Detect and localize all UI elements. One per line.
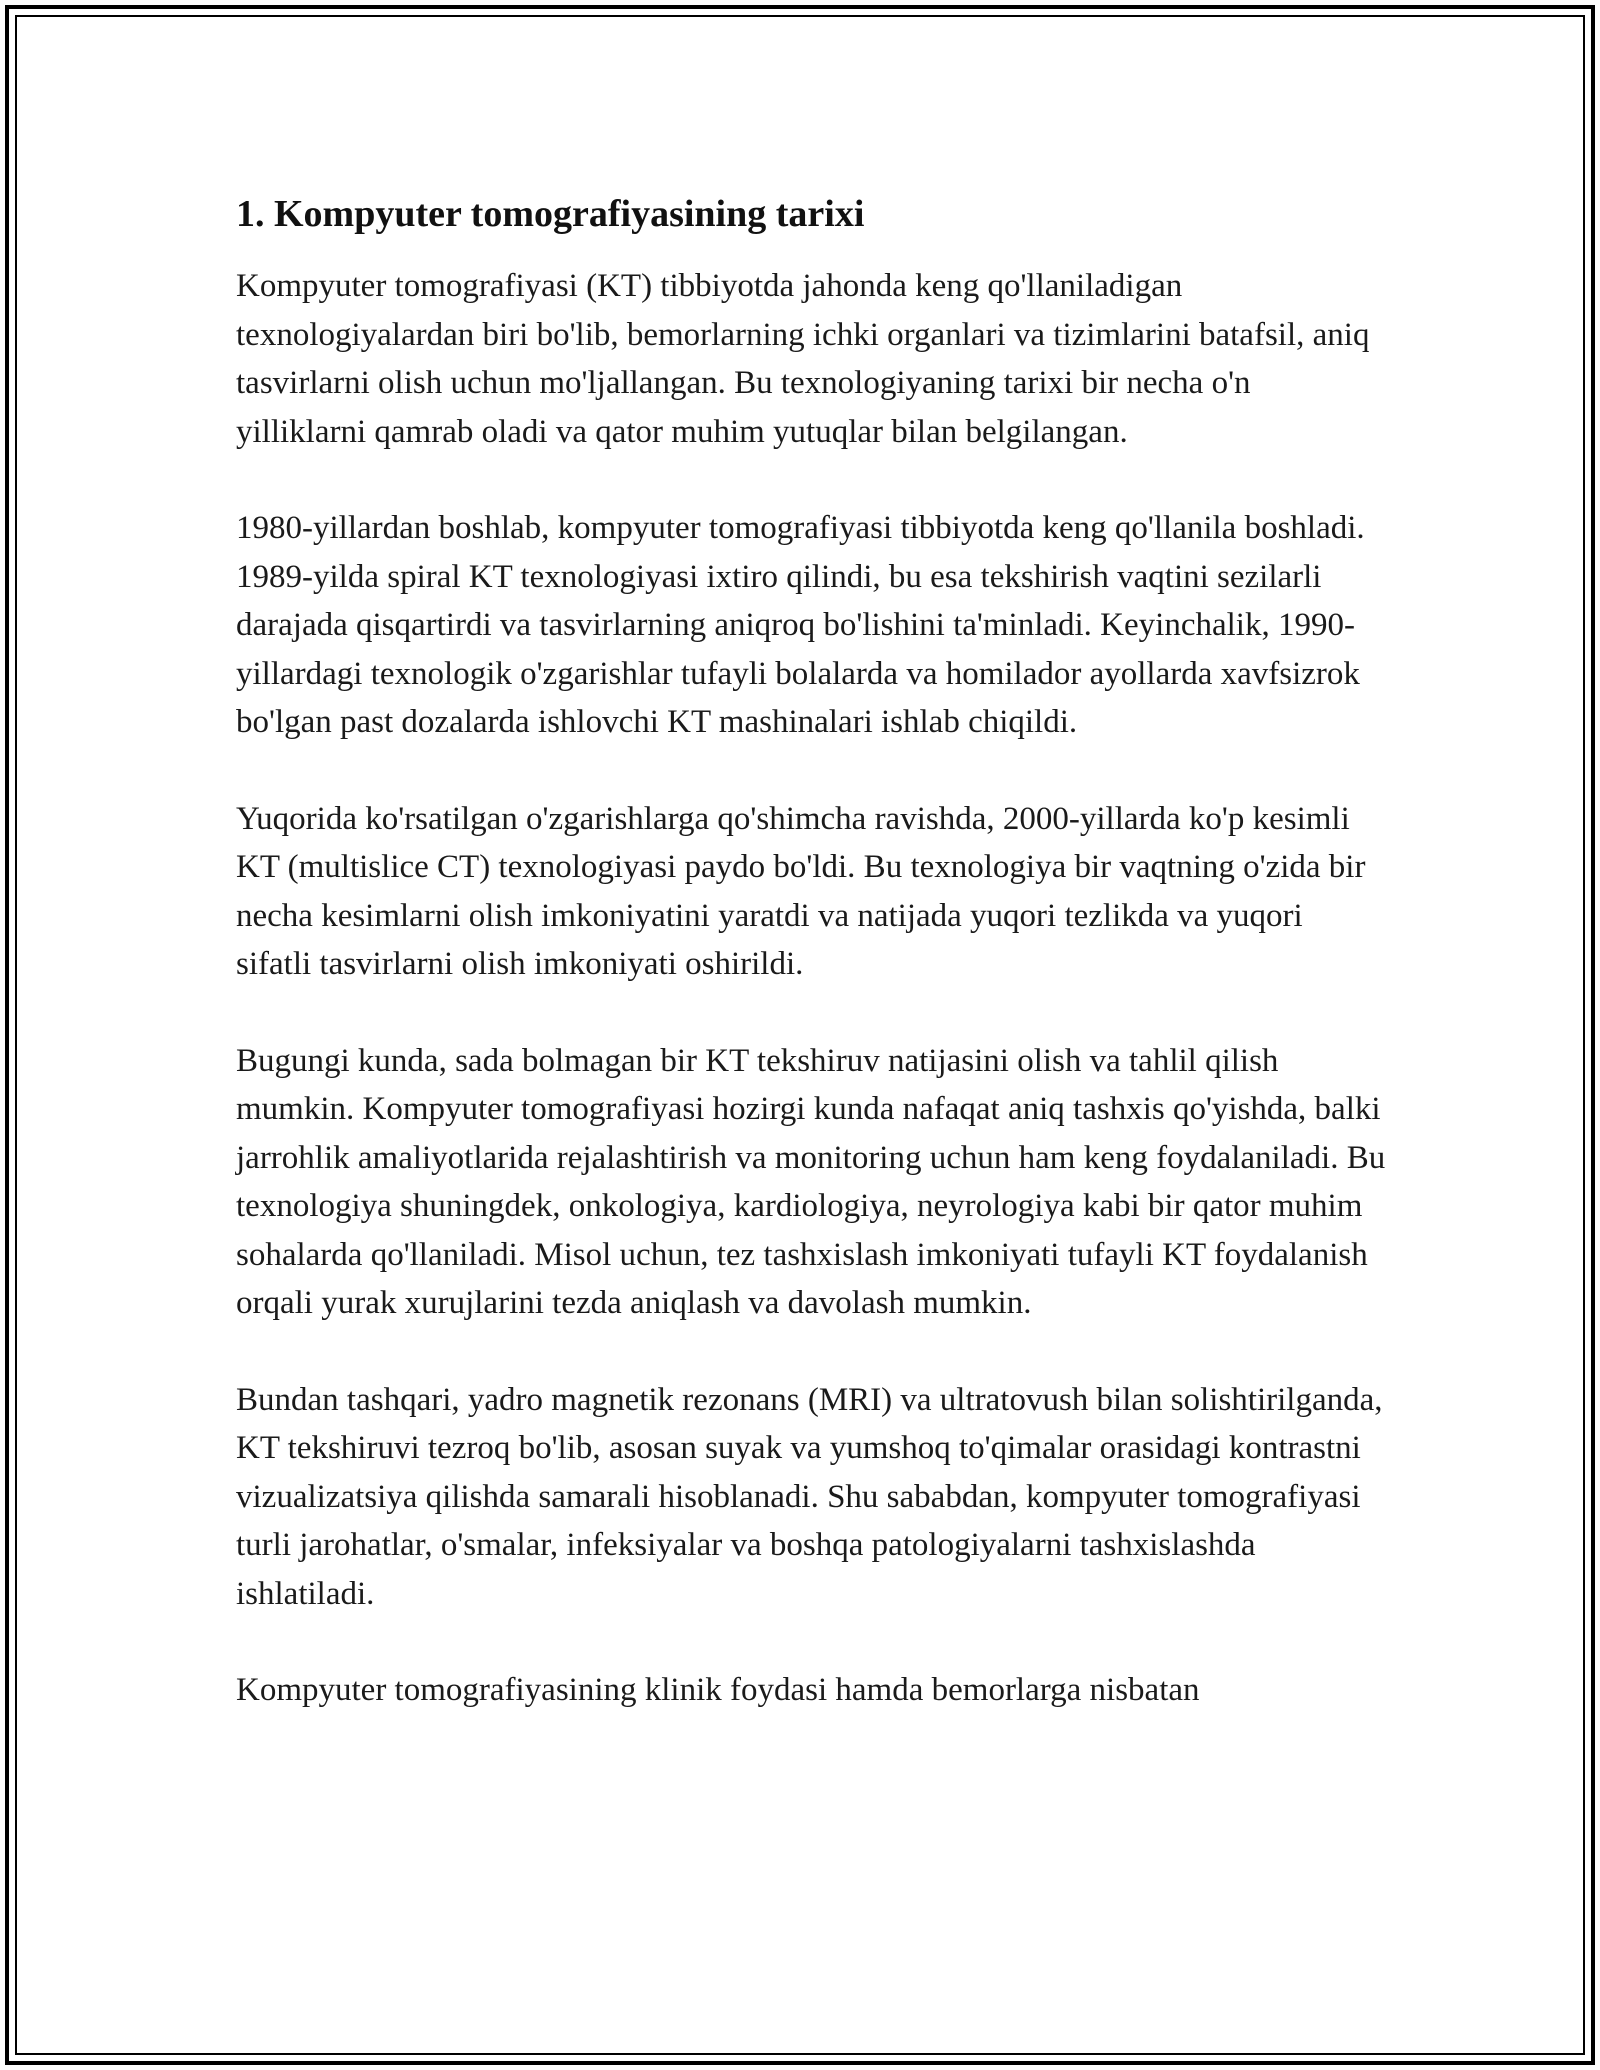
paragraph-2: 1980-yillardan boshlab, kompyuter tomografiyasi tibbiyotda keng qo'llanila boshladi. 1989-yilda spiral KT texnologiyasi ixtiro qilindi, bu esa tekshirish vaqtini sezilarli darajada qisqartirdi va tasvirlarning aniqroq bo'lishini ta'minladi. Keyinchalik, 1990-yillardagi texnologik o'zgarishlar tufayli bolalarda va homilador ayollarda xavfsizrok bo'lgan past dozalarda ishlovchi KT mashinalari ishlab chiqildi. [236, 510, 1365, 740]
document-body [236, 186, 1386, 1763]
paragraph-1: Kompyuter tomografiyasi (KT) tibbiyotda jahonda keng qo'llaniladigan texnologiyalardan biri bo'lib, bemorlarning ichki organlari va tizimlarini batafsil, aniq tasvirlarni olish uchun mo'ljallangan. Bu texnologiyaning tarixi bir necha o'n yilliklarni qamrab oladi va qator muhim yutuqlar bilan belgilangan. [236, 268, 1370, 450]
paragraph-5: Bundan tashqari, yadro magnetik rezonans (MRI) va ultratovush bilan solishtirilganda, KT tekshiruvi tezroq bo'lib, asosan suyak va yumshoq to'qimalar orasidagi kontrastni vizualizatsiya qilishda samarali hisoblanadi. Shu sababdan, kompyuter tomografiyasi turli jarohatlar, o'smalar, infeksiyalar va boshqa patologiyalarni tashxislashda ishlatiladi. [236, 1381, 1383, 1612]
paragraph-3: Yuqorida ko'rsatilgan o'zgarishlarga qo'shimcha ravishda, 2000-yillarda ko'p kesimli KT (multislice CT) texnologiyasi paydo bo'ldi. Bu texnologiya bir vaqtning o'zida bir necha kesimlarni olish imkoniyatini yaratdi va natijada yuqori tezlikda va yuqori sifatli tasvirlarni olish imkoniyati oshirildi. [236, 800, 1366, 982]
section-heading: 1. Kompyuter tomografiyasining tarixi [236, 193, 865, 235]
paragraph-6: Kompyuter tomografiyasining klinik foydasi hamda bemorlarga nisbatan [236, 1672, 1200, 1708]
paragraph-4: Bugungi kunda, sada bolmagan bir KT tekshiruv natijasini olish va tahlil qilish mumkin. Kompyuter tomografiyasi hozirgi kunda nafaqat aniq tashxis qo'yishda, balki jarrohlik amaliyotlarida rejalashtirish va monitoring uchun ham keng foydalaniladi. Bu texnologiya shuningdek, onkologiya, kardiologiya, neyrologiya kabi bir qator muhim sohalarda qo'llaniladi. Misol uchun, tez tashxislash imkoniyati tufayli KT foydalanish orqali yurak xurujlarini tezda aniqlash va davolash mumkin. [236, 1042, 1386, 1321]
